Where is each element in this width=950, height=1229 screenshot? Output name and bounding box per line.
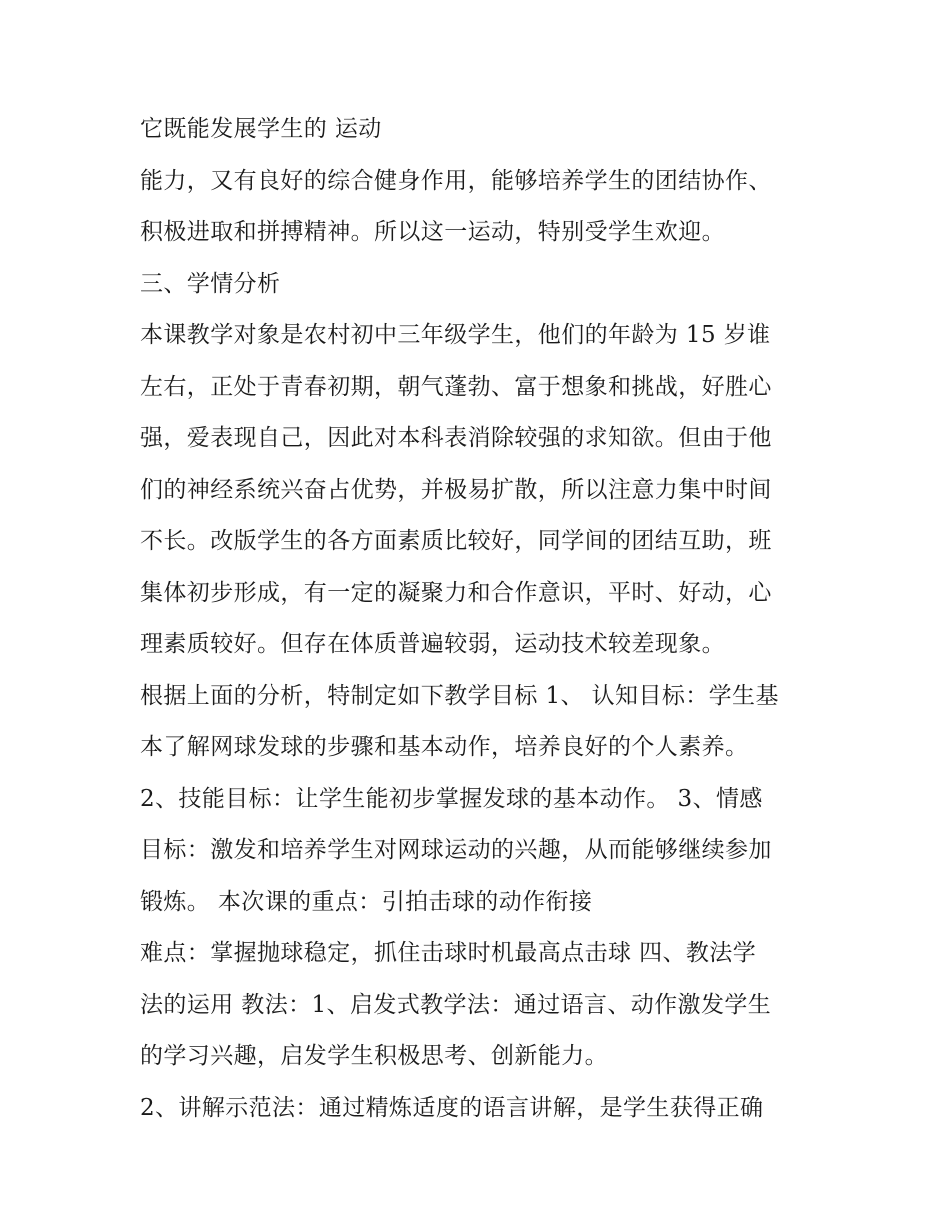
text-line: 2、讲解示范法：通过精炼适度的语言讲解，是学生获得正确 <box>140 1094 764 1121</box>
text-line: 左右，正处于青春初期，朝气蓬勃、富于想象和挑战，好胜心 <box>140 373 772 400</box>
text-line: 集体初步形成，有一定的凝聚力和合作意识，平时、好动，心 <box>140 579 772 606</box>
text-line: 它既能发展学生的 运动 <box>140 116 382 142</box>
text-line: 们的神经系统兴奋占优势，并极易扩散，所以注意力集中时间 <box>140 476 772 503</box>
text-line: 本课教学对象是农村初中三年级学生，他们的年龄为 15 岁谁 <box>140 322 771 348</box>
text-line: 能力，又有良好的综合健身作用，能够培养学生的团结协作、 <box>140 167 772 194</box>
text-line: 强，爱表现自己，因此对本科表消除较强的求知欲。但由于他 <box>140 425 772 451</box>
text-line: 本了解网球发球的步骤和基本动作，培养良好的个人素养。 <box>140 734 749 760</box>
text-line: 的学习兴趣，启发学生积极思考、创新能力。 <box>140 1043 608 1069</box>
text-line: 2、技能目标：让学生能初步掌握发球的基本动作。 3、情感 <box>140 785 763 812</box>
text-line: 锻炼。 本次课的重点：引拍击球的动作衔接 <box>140 888 593 915</box>
text-line: 理素质较好。但存在体质普遍较弱，运动技术较差现象。 <box>140 631 725 657</box>
text-line: 目标：激发和培养学生对网球运动的兴趣，从而能够继续参加 <box>140 837 772 863</box>
text-line: 法的运用 教法：1、启发式教学法：通过语言、动作激发学生 <box>140 991 772 1018</box>
body-text <box>140 108 820 1138</box>
text-line: 积极进取和拼搏精神。所以这一运动，特别受学生欢迎。 <box>140 219 725 245</box>
text-line: 根据上面的分析，特制定如下教学目标 1、 认知目标：学生基 <box>140 682 779 709</box>
text-line: 难点：掌握抛球稳定，抓住击球时机最高点击球 四、教法学 <box>140 940 757 966</box>
text-line: 不长。改版学生的各方面素质比较好，同学间的团结互助，班 <box>140 528 772 554</box>
section-heading: 三、学情分析 <box>140 270 281 297</box>
